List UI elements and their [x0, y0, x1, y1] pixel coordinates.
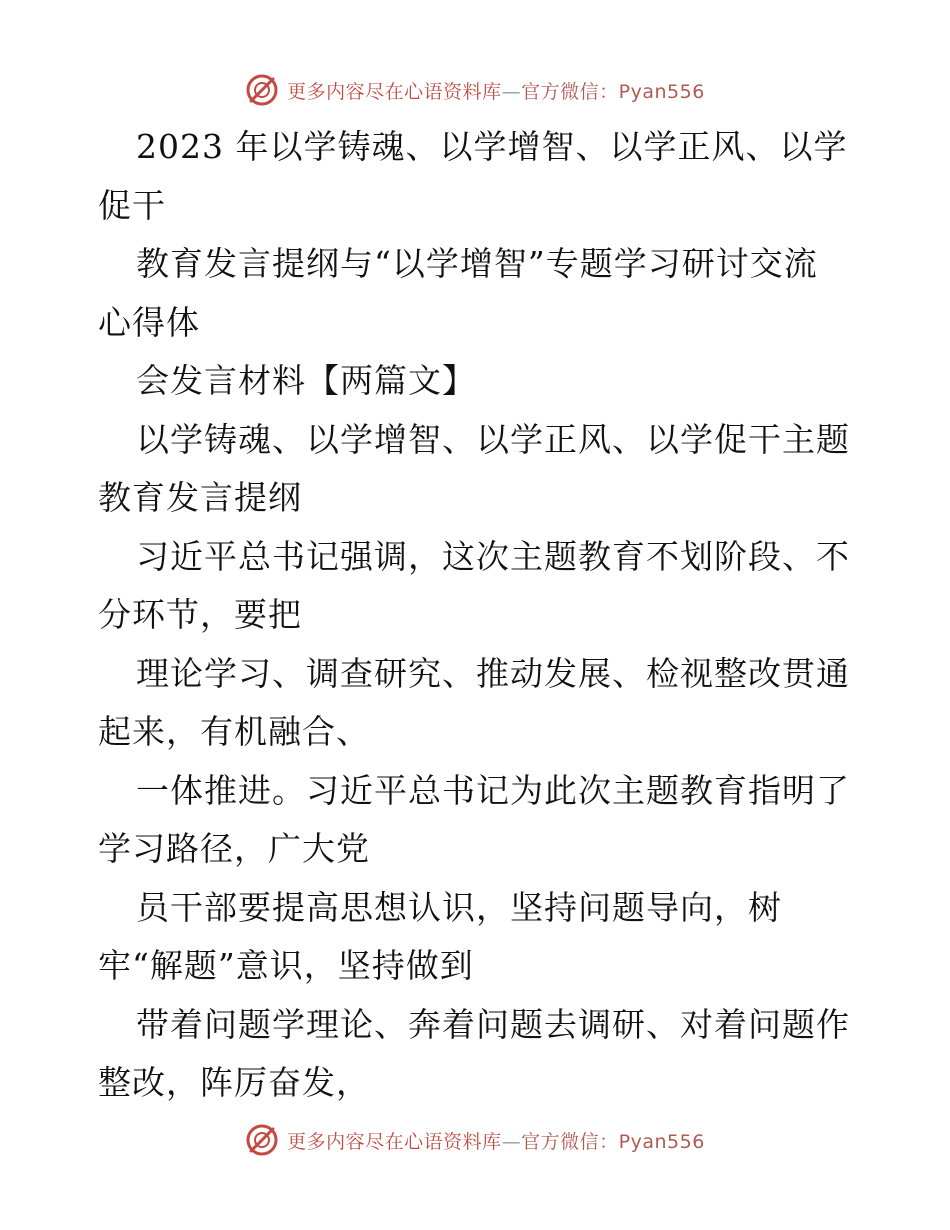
- text-line: 理论学习、调查研究、推动发展、检视整改贯通: [136, 653, 850, 693]
- text-line: 以学铸魂、以学增智、以学正风、以学促干主题: [136, 419, 850, 459]
- banner-site-text: 更多内容尽在心语资料库: [287, 1130, 502, 1153]
- text-line: 分环节，要把: [98, 595, 302, 634]
- logo-icon: [245, 1123, 279, 1157]
- footer-banner: [0, 1120, 950, 1160]
- text-line: 心得体: [98, 302, 200, 342]
- text-line: 教育发言提纲: [98, 478, 302, 517]
- text-line: 一体推进。习近平总书记为此次主题教育指明了: [136, 770, 850, 810]
- logo-icon: [245, 73, 279, 107]
- banner-site-text: 更多内容尽在心语资料库: [287, 80, 502, 103]
- banner-text: [287, 77, 705, 104]
- text-line: 员干部要提高思想认识，坚持问题导向，树: [136, 887, 782, 927]
- header-banner: [0, 70, 950, 110]
- text-line: 促干: [98, 185, 166, 225]
- text-line: 整改，阵厉奋发，: [98, 1063, 370, 1102]
- text-line: 学习路径，广大党: [98, 829, 370, 868]
- text-line: 习近平总书记强调，这次主题教育不划阶段、不: [136, 536, 850, 576]
- text-line: 牢“解题”意识，坚持做到: [98, 946, 474, 985]
- text-line: 起来，有机融合、: [98, 712, 370, 751]
- banner-text: [287, 1127, 705, 1154]
- text-line: 2023 年以学铸魂、以学增智、以学正风、以学: [136, 127, 848, 166]
- document-body: [98, 118, 858, 1113]
- text-line: 带着问题学理论、奔着问题去调研、对着问题作: [136, 1004, 850, 1044]
- banner-dash: —: [501, 80, 522, 103]
- text-line: 会发言材料【两篇文】: [136, 361, 476, 400]
- banner-contact-text: 官方微信：Pyan556: [521, 1130, 705, 1153]
- banner-dash: —: [501, 1130, 522, 1153]
- banner-contact-text: 官方微信：Pyan556: [521, 80, 705, 103]
- text-line: 教育发言提纲与“以学增智”专题学习研讨交流: [136, 244, 818, 283]
